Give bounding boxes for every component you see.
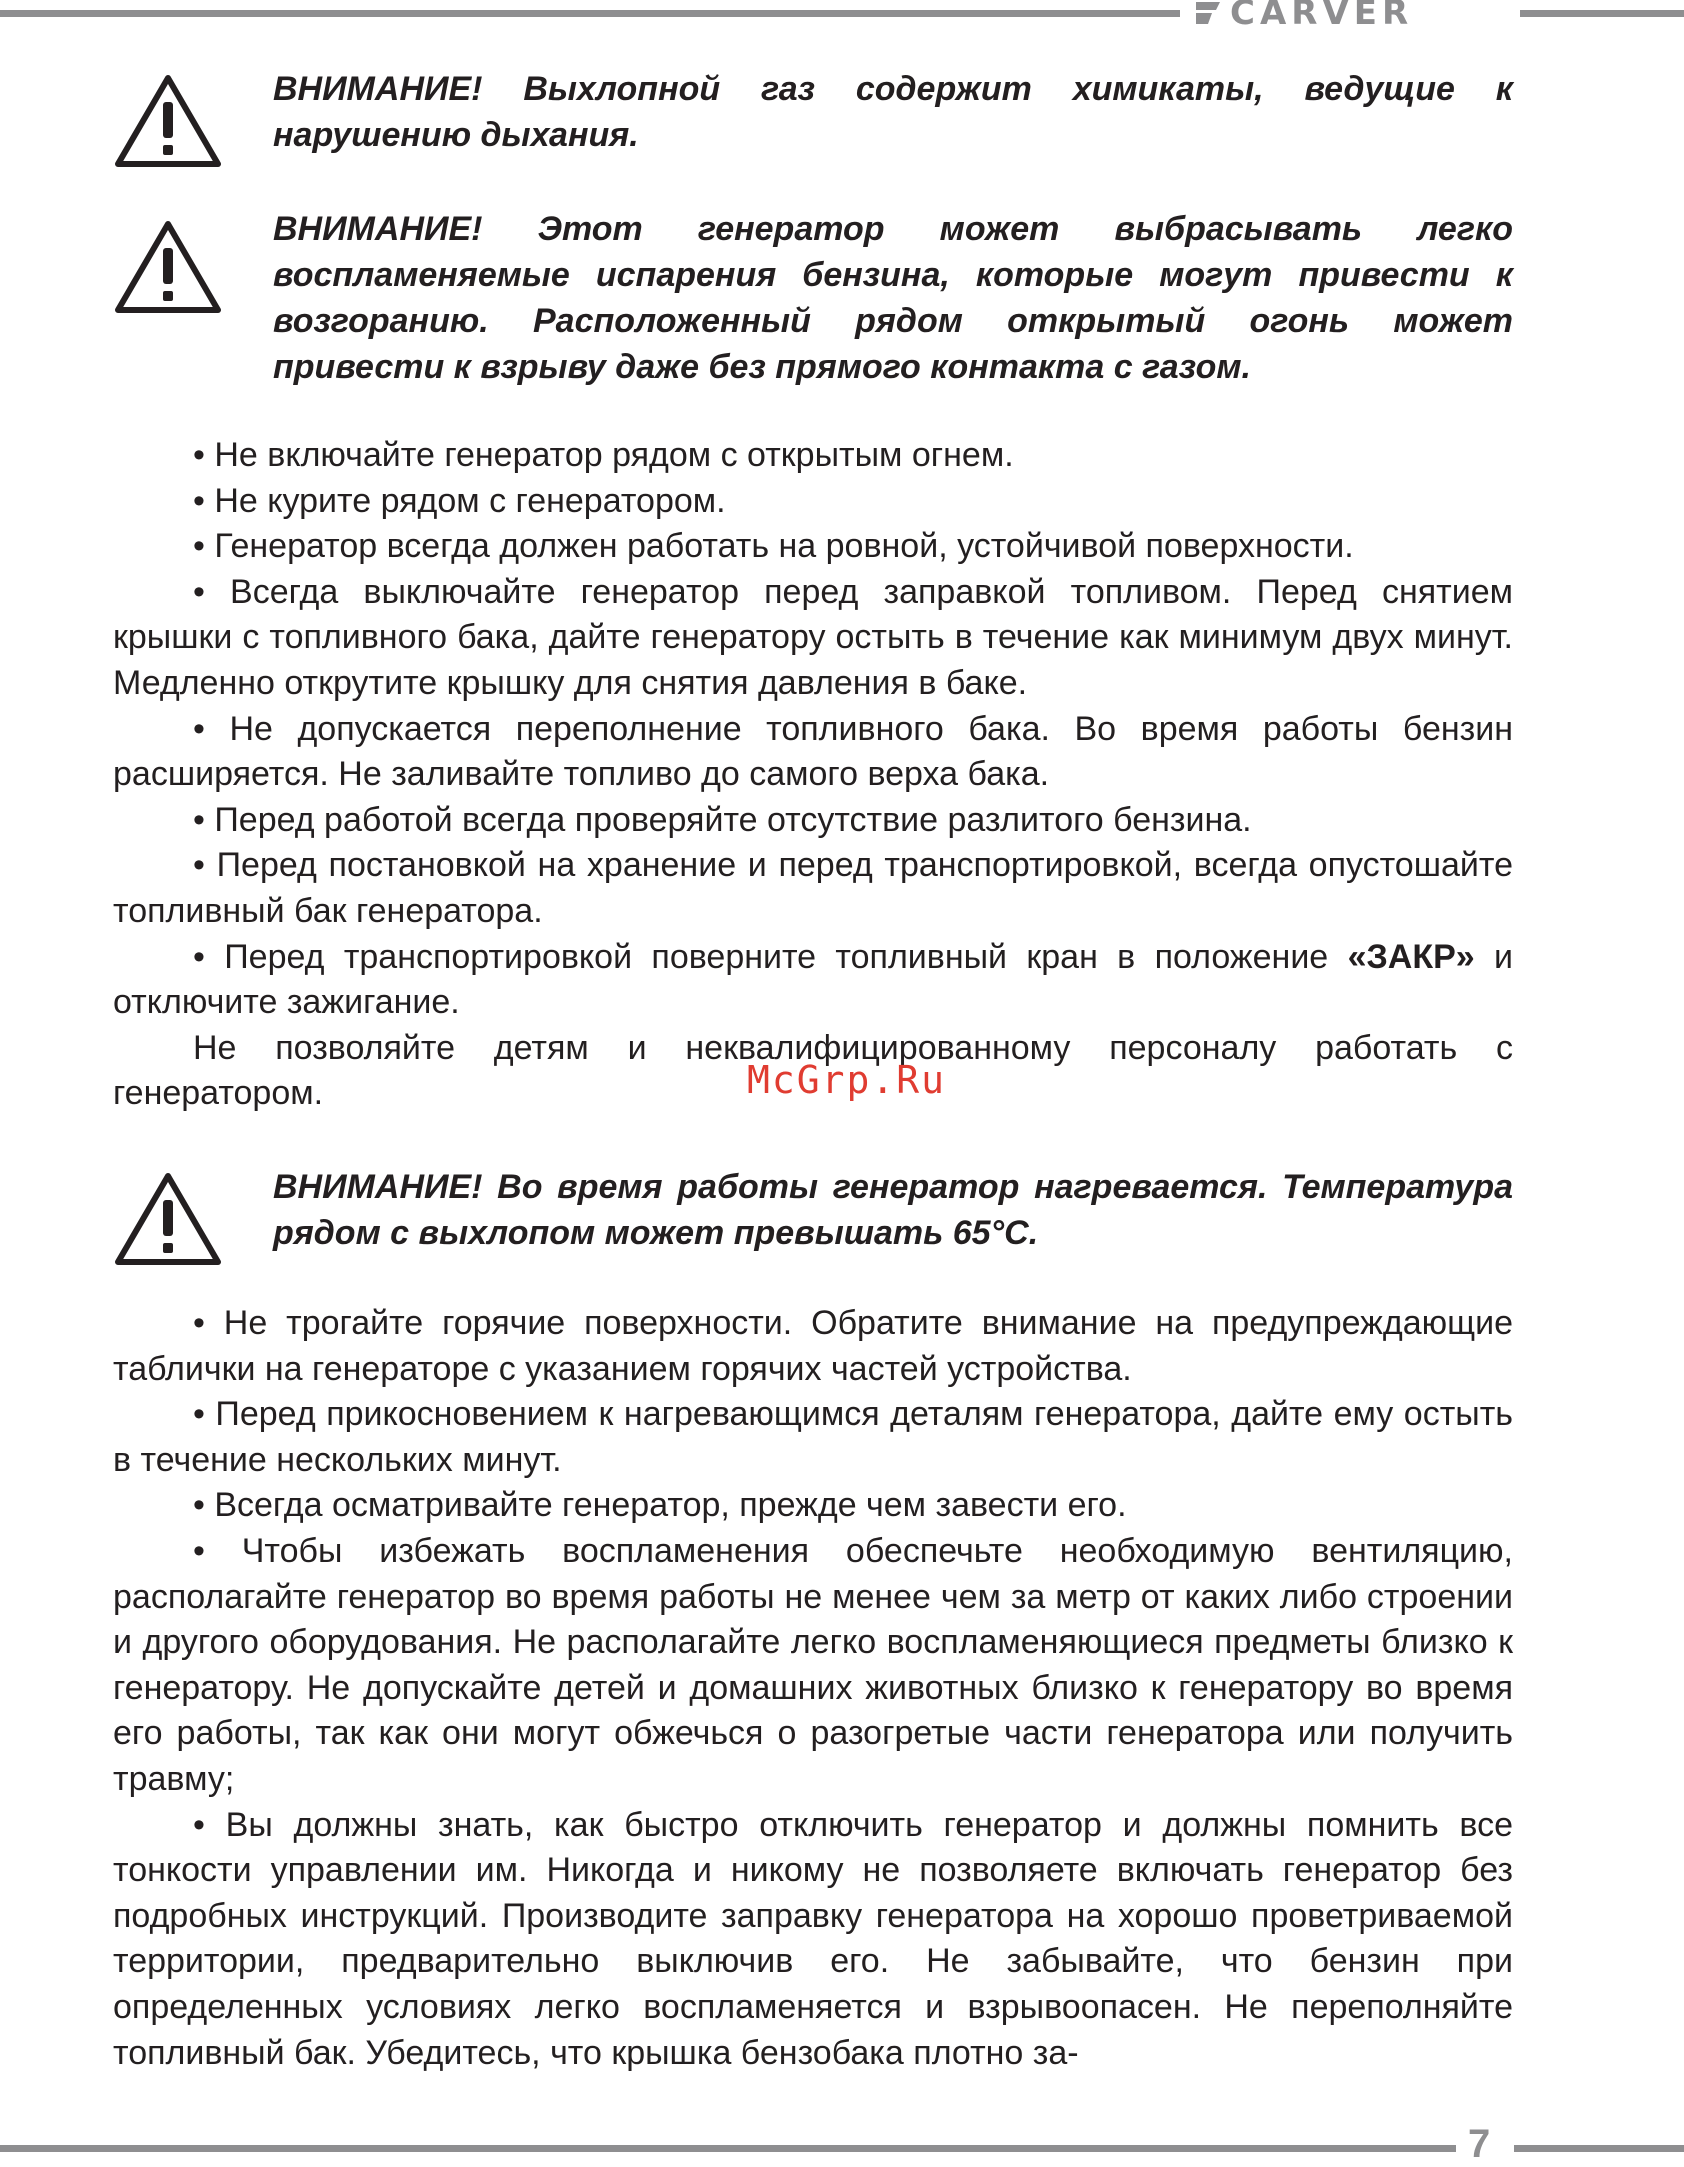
paragraph-text: и отключите зажигание. bbox=[113, 937, 1513, 1022]
warning-triangle-icon bbox=[113, 1170, 223, 1268]
warning-text-1: ВНИМАНИЕ! Выхлопной газ содержит химикаты, ведущие к нарушению дыхания. bbox=[273, 70, 1513, 154]
brand-logo bbox=[1196, 0, 1414, 33]
paragraph-text: • Перед транспортировкой поверните топливный кран в положение bbox=[193, 937, 1348, 976]
paragraph: • Перед работой всегда проверяйте отсутствие разлитого бензина. bbox=[193, 800, 1252, 839]
paragraph: • Перед прикосновением к нагревающимся деталям генератора, дайте ему остыть в течение нескольких минут. bbox=[113, 1395, 1513, 1479]
warning-text-3: ВНИМАНИЕ! Во время работы генератор нагревается. Температура рядом с выхлопом может превышать 65°С. bbox=[273, 1168, 1513, 1252]
paragraph: • Не включайте генератор рядом с открытым огнем. bbox=[193, 436, 1014, 474]
paragraph: • Не курите рядом с генератором. bbox=[193, 481, 726, 520]
paragraph: • Всегда осматривайте генератор, прежде чем завести его. bbox=[193, 1486, 1127, 1525]
paragraph: • Не допускается переполнение топливного бака. Во время работы бензин расширяется. Не заливайте топливо до самого верха бака. bbox=[113, 709, 1513, 794]
footer-rule-left bbox=[0, 2145, 1456, 2152]
brand-mark-icon bbox=[1196, 2, 1220, 24]
paragraph: • Генератор всегда должен работать на ровной, устойчивой поверхности. bbox=[193, 527, 1354, 566]
paragraph: • Перед постановкой на хранение и перед транспортировкой, всегда опустошайте топливный бак генератора. bbox=[113, 846, 1513, 930]
paragraph: • Чтобы избежать воспламенения обеспечьте необходимую вентиляцию, располагайте генератор во время работы не менее чем за метр от каких либо строении и другого оборудования. Не располагайте легко воспламеняющиеся предметы близко к генератору. Не допускайте детей и домашних животных близко к генератору во время его работы, так как они могут обжечься о разогретые части генератора или получить травму; bbox=[113, 1531, 1513, 1798]
paragraph: Не позволяйте детям и неквалифицированному персоналу работать с генератором. bbox=[113, 1028, 1513, 1113]
page-number: 7 bbox=[1468, 2122, 1491, 2166]
header-rule-left bbox=[0, 10, 1180, 17]
paragraph: • Вы должны знать, как быстро отключить генератор и должны помнить все тонкости управлении им. Никогда и никому не позволяете включать генератор без подробных инструкций. Производите заправку генератора на хорошо проветриваемой территории, предварительно выключив его. Не забывайте, что бензин при определенных условиях легко воспламеняется и взрывоопасен. Не переполняйте топливный бак. Убедитесь, что крышка бензобака плотно за- bbox=[113, 1805, 1513, 2072]
brand-name: CARVER bbox=[1230, 0, 1414, 33]
paragraph bbox=[113, 935, 1513, 1026]
watermark: McGrp.Ru bbox=[747, 1058, 947, 1102]
warning-triangle-icon bbox=[113, 218, 223, 316]
header-rule-right bbox=[1520, 10, 1684, 17]
footer-rule-right bbox=[1514, 2145, 1684, 2152]
paragraph: • Всегда выключайте генератор перед заправкой топливом. Перед снятием крышки с топливного бака, дайте генератору остыть в течение как минимум двух минут. Медленно открутите крышку для снятия давления в баке. bbox=[113, 572, 1513, 702]
safety-instructions-2 bbox=[113, 1301, 1513, 2076]
valve-position-label: «ЗАКР» bbox=[1347, 937, 1475, 976]
safety-instructions-1 bbox=[113, 433, 1513, 1117]
warning-triangle-icon bbox=[113, 72, 223, 170]
warning-text-2: ВНИМАНИЕ! Этот генератор может выбрасывать легко воспламеняемые испарения бензина, которые могут привести к возгоранию. Расположенный рядом открытый огонь может привести к взрыву даже без прямого контакта с газом. bbox=[273, 210, 1513, 386]
paragraph: • Не трогайте горячие поверхности. Обратите внимание на предупреждающие таблички на генераторе с указанием горячих частей устройства. bbox=[113, 1304, 1513, 1388]
